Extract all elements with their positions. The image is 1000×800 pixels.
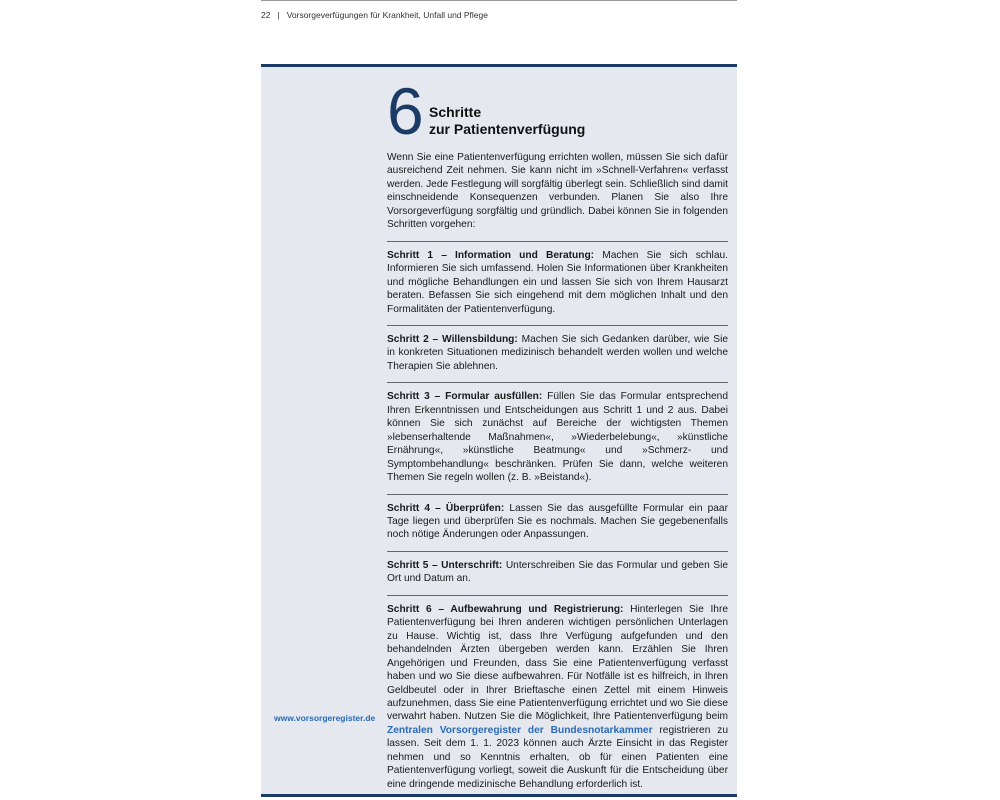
step-6 (387, 595, 728, 791)
step-heading: Schritt 3 – Formular ausfüllen: (387, 391, 543, 403)
header-line (261, 10, 488, 20)
step-text: Machen Sie sich Gedanken darüber, wie Sie in konkreten Situationen medizinisch behandelt werden wollen und welche Therapien Sie ablehnen. (387, 333, 729, 372)
running-title: Vorsorgeverfügungen für Krankheit, Unfall und Pflege (286, 10, 488, 20)
register-link[interactable]: Zentralen Vorsorgeregister der Bundesnotarkammer (387, 724, 653, 736)
intro-paragraph: Wenn Sie eine Patientenverfügung errichten wollen, müssen Sie sich dafür ausreichend Zeit nehmen. Sie kann nicht im »Schnell-Verfahren« verfasst werden. Jede Festlegung will sorgfältig überlegt sein. Schließlich sind damit einschneidende Konsequenzen verbunden. Planen Sie also Ihre Vorsorgeverfügung sorgfältig und gründlich. Dabei können Sie in folgenden Schritten vorgehen: (387, 152, 728, 231)
step-text: Machen Sie sich schlau. Informieren Sie sich umfassend. Holen Sie Informationen über Krankheiten und mögliche Behandlungen ein und lassen Sie sich von Ihrem Hausarzt beraten. Befassen Sie sich eingehend mit dem möglichen Inhalt und den Formalitäten der Patientenverfügung. (387, 249, 728, 315)
step-text: Lassen Sie das ausgefüllte Formular ein paar Tage liegen und überprüfen Sie es nochmals. Machen Sie gegebenenfalls noch nötige Änderungen oder Anpassungen. (387, 502, 728, 541)
title-line-1: Schritte (429, 104, 482, 120)
title-line-2: zur Patientenverfügung (429, 121, 586, 137)
step-heading: Schritt 4 – Überprüfen: (387, 502, 505, 514)
header-separator: | (277, 10, 280, 20)
step-heading: Schritt 5 – Unterschrift: (387, 559, 503, 571)
step-heading: Schritt 6 – Aufbewahrung und Registrierung: (387, 603, 624, 615)
step-5 (387, 551, 728, 586)
page-number: 22 (261, 10, 271, 20)
vorsorgeregister-link[interactable]: www.vorsorgeregister.de (274, 713, 376, 723)
step-text: Unterschreiben Sie das Formular und geben Sie Ort und Datum an. (387, 559, 728, 585)
step-heading: Schritt 2 – Willensbildung: (387, 333, 518, 345)
section-number: 6 (387, 74, 422, 148)
section-heading (429, 104, 585, 138)
step-text-continued: registrieren zu lassen. Seit dem 1. 1. 2023 können auch Ärzte Einsicht in das Register nehmen und so Kenntnis erhalten, ob für einen Patienten eine Patientenverfügung vorliegt, soweit die Auskunft für die Entscheidung über eine dringende medizinische Behandlung erforderlich ist. (387, 724, 728, 790)
running-header (261, 0, 737, 31)
step-text: Hinterlegen Sie Ihre Patientenverfügung bei Ihren anderen wichtigen persönlichen Unterlagen zu Hause. Wichtig ist, dass Ihre Verfügung aufgefunden und den behandelnden Ärzten übergeben werden kann. Erzählen Sie Ihren Angehörigen und Freunden, dass Sie eine Patientenverfügung verfasst haben und wo Sie diese aufbewahren. Für Notfälle ist es hilfreich, in Ihren Geldbeutel oder in Ihrer Brieftasche einen Zettel mit einem Hinweis aufzunehmen, dass Sie eine Patientenverfügung errichtet und wo Sie diese verwahrt haben. Nutzen Sie die Möglichkeit, Ihre Patientenverfügung beim (387, 603, 729, 723)
step-3 (387, 382, 728, 484)
step-1 (387, 241, 728, 316)
step-2 (387, 325, 728, 373)
step-heading: Schritt 1 – Information und Beratung: (387, 249, 595, 261)
step-text: Füllen Sie das Formular entsprechend Ihren Erkenntnissen und Entscheidungen aus Schritt 1 und 2 aus. Dabei können Sie sich zunächst auf Bereiche der wichtigsten Themen »lebenserhaltende Maßnahmen«, »Wiederbelebung«, »künstliche Ernährung«, »künstliche Beatmung« und »Schmerz- und Symptombehandlung« beschränken. Prüfen Sie dann, welche weiteren Themen Sie regeln wollen (z. B. »Beistand«). (387, 391, 729, 484)
step-4 (387, 494, 728, 542)
article-body (387, 151, 728, 800)
